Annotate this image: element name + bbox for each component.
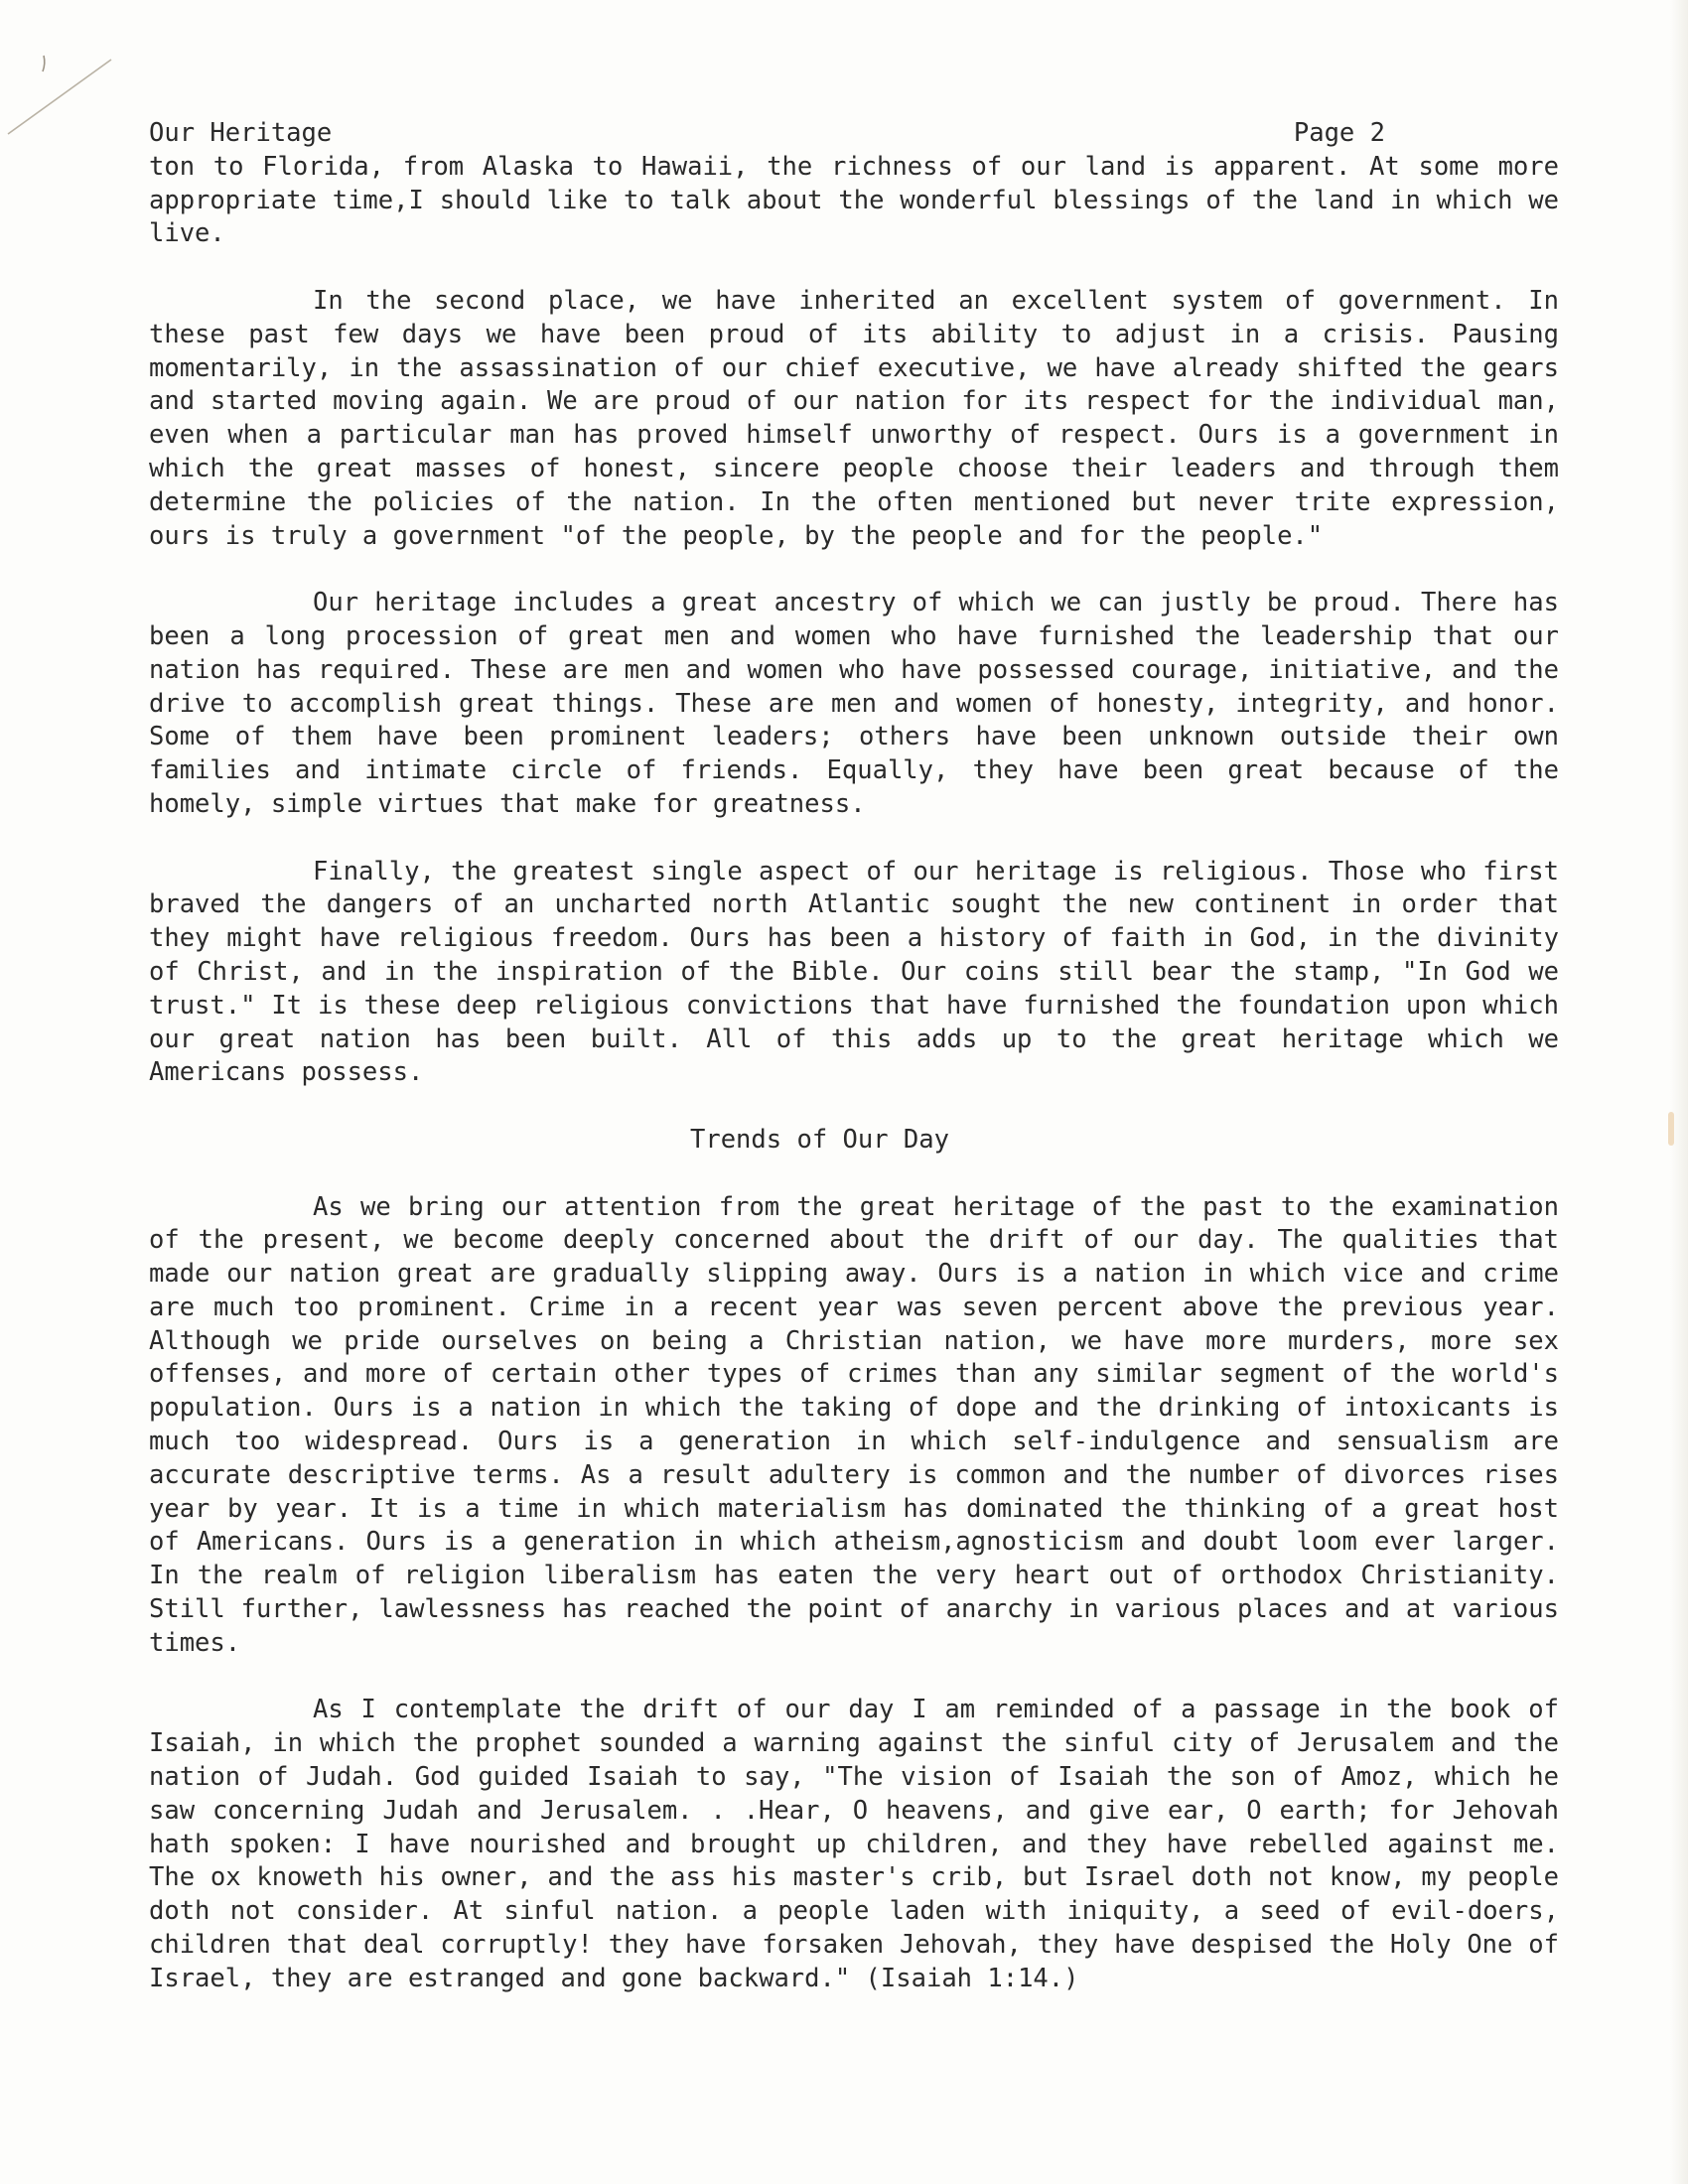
page-header (149, 117, 1385, 151)
paper-stain (1668, 1112, 1674, 1146)
document-title: Our Heritage (149, 118, 333, 148)
paragraph-continued: ton to Florida, from Alaska to Hawaii, the richness of our land is apparent. At some more appropriate time,I should like to talk about the wonderful blessings of the land in which we live. (149, 151, 1559, 249)
section-heading: Trends of Our Day (690, 1124, 949, 1155)
pencil-mark-icon (0, 40, 119, 149)
paragraph-ancestry: Our heritage includes a great ancestry of which we can justly be proud. There has been a long procession of great men and women who have furnished the leadership that our nation has required. These are men and women who have possessed courage, initiative, and the drive to accomplish great things. These are men and women of honesty, integrity, and honor. Some of them have been prominent leaders; others have been unknown outside their own families and intimate circle of friends. Equally, they have been great because of the homely, simple virtues that make for greatness. (149, 588, 1559, 819)
page-edge-shadow (1670, 0, 1688, 2184)
paragraph-trends: As we bring our attention from the great heritage of the past to the examination of the present, we become deeply concerned about the drift of our day. The qualities that made our nation great are gradually slipping away. Ours is a nation in which vice and crime are much too prominent. Crime in a recent year was seven percent above the previous year. Although we pride ourselves on being a Christian nation, we have more murders, more sex offenses, and more of certain other types of crimes than any similar segment of the world's population. Ours is a nation in which the taking of dope and the drinking of intoxicants is much too widespread. Ours is a generation in which self-indulgence and sensualism are accurate descriptive terms. As a result adultery is common and the number of divorces rises year by year. It is a time in which materialism has dominated the thinking of a great host of Americans. Ours is a generation in which atheism,agnosticism and doubt loom ever larger. In the realm of religion liberalism has eaten the very heart out of orthodox Christianity. Still further, lawlessness has reached the point of anarchy in various places and at various times. (149, 1191, 1559, 1658)
page-number: Page 2 (1293, 118, 1385, 148)
paragraph-government: In the second place, we have inherited an excellent system of government. In these past few days we have been proud of its ability to adjust in a crisis. Pausing momentarily, in the assassination of our chief executive, we have already shifted the gears and started moving again. We are proud of our nation for its respect for the individual man, even when a particular man has proved himself unworthy of respect. Ours is a government in which the great masses of honest, sincere people choose their leaders and through them determine the policies of the nation. In the often mentioned but never trite expression, ours is truly a government "of the people, by the people and for the people." (149, 285, 1559, 551)
document-body (149, 117, 1559, 2029)
paragraph-isaiah: As I contemplate the drift of our day I am reminded of a passage in the book of Isaiah, in which the prophet sounded a warning against the sinful city of Jerusalem and the nation of Judah. God guided Isaiah to say, "The vision of Isaiah the son of Amoz, which he saw concerning Judah and Jerusalem. . .Hear, O heavens, and give ear, O earth; for Jehovah hath spoken: I have nourished and brought up children, and they have rebelled against me. The ox knoweth his owner, and the ass his master's crib, but Israel doth not know, my people doth not consider. At sinful nation. a people laden with iniquity, a seed of evil-doers, children that deal corruptly! they have forsaken Jehovah, they have despised the Holy One of Israel, they are estranged and gone backward." (Isaiah 1:14.) (149, 1695, 1559, 1993)
paragraph-religious: Finally, the greatest single aspect of our heritage is religious. Those who first braved the dangers of an uncharted north Atlantic sought the new continent in order that they might have religious freedom. Ours has been a history of faith in God, in the divinity of Christ, and in the inspiration of the Bible. Our coins still bear the stamp, "In God we trust." It is these deep religious convictions that have furnished the foundation upon which our great nation has been built. All of this adds up to the great heritage which we Americans possess. (149, 856, 1559, 1088)
